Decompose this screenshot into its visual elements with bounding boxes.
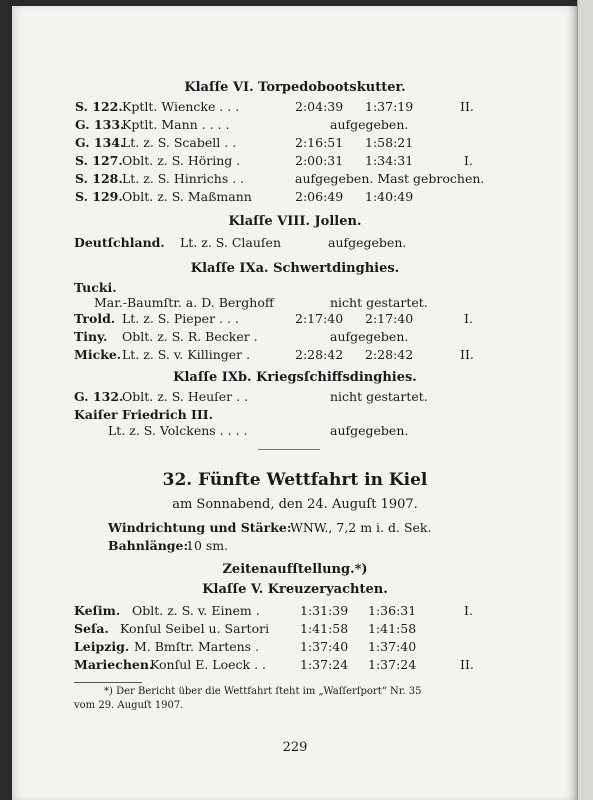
time-2: 1:37:19 xyxy=(365,99,414,114)
time-1: 1:41:58 xyxy=(300,621,349,636)
boat-name: Tucki. xyxy=(74,280,117,295)
status: nicht gestartet. xyxy=(330,295,428,310)
skipper: Kptlt. Wiencke . . . xyxy=(122,99,240,114)
class-viii-heading: Klaſſe VIII. Jollen. xyxy=(228,214,362,229)
footnote-line-1: *) Der Bericht über die Wettfahrt ſteht im „Waſſerſport“ Nr. 35 xyxy=(104,686,422,697)
place: II. xyxy=(460,99,474,114)
wind-value: WNW., 7,2 m i. d. Sek. xyxy=(290,520,432,535)
time-1: 2:16:51 xyxy=(295,135,344,150)
skipper: Lt. z. S. Volckens . . . . xyxy=(108,423,248,438)
time-1: 1:31:39 xyxy=(300,603,349,618)
place: II. xyxy=(460,657,474,672)
table-row xyxy=(12,638,578,656)
class-ixa-heading: Klaſſe IXa. Schwertdinghies. xyxy=(190,261,400,276)
table-row xyxy=(12,388,578,406)
boat-name: Trold. xyxy=(74,311,116,326)
boat-name: Kaiſer Friedrich III. xyxy=(74,407,213,422)
boat-name: Micke. xyxy=(74,347,122,362)
length-line xyxy=(12,537,578,555)
footnote-line-2: vom 29. Auguſt 1907. xyxy=(74,700,184,711)
time-1: 1:37:24 xyxy=(300,657,349,672)
time-1: 2:00:31 xyxy=(295,153,344,168)
place: I. xyxy=(464,153,473,168)
status: aufgegeben. xyxy=(330,423,409,438)
skipper: Kptlt. Mann . . . . xyxy=(122,117,230,132)
book-page xyxy=(12,6,578,800)
time-1: 2:04:39 xyxy=(295,99,344,114)
boat-name: G. 133. xyxy=(75,117,125,132)
time-1: 2:17:40 xyxy=(295,311,344,326)
time-2: 1:58:21 xyxy=(365,135,414,150)
boat-name: S. 122. xyxy=(75,99,123,114)
skipper: Lt. z. S. Hinrichs . . xyxy=(122,171,245,186)
boat-name: Leipzig. xyxy=(74,639,130,654)
skipper: Oblt. z. S. R. Becker . xyxy=(122,329,258,344)
table-row xyxy=(12,234,578,252)
boat-name: G. 134. xyxy=(75,135,125,150)
skipper: Oblt. z. S. Höring . xyxy=(122,153,241,168)
skipper: Konſul E. Loeck . . xyxy=(150,657,266,672)
skipper: Lt. z. S. Clauſen xyxy=(180,235,282,250)
table-row xyxy=(12,602,578,620)
status: aufgegeben. Mast gebrochen. xyxy=(295,171,485,186)
time-2: 1:41:58 xyxy=(368,621,417,636)
boat-name: Mariechen. xyxy=(74,657,154,672)
length-value: 10 sm. xyxy=(186,538,229,553)
skipper: Lt. z. S. Pieper . . . xyxy=(122,311,239,326)
footnote-rule xyxy=(74,682,142,683)
class-ixb-heading: Klaſſe IXb. Kriegsſchiffsdinghies. xyxy=(173,370,417,385)
time-1: 2:06:49 xyxy=(295,189,344,204)
wind-line xyxy=(12,519,578,537)
table-row xyxy=(12,422,578,440)
status: aufgegeben. xyxy=(330,117,409,132)
table-row xyxy=(12,328,578,346)
place: I. xyxy=(464,311,473,326)
place: I. xyxy=(464,603,473,618)
skipper: Oblt. z. S. Heuſer . . xyxy=(122,389,249,404)
status: aufgegeben. xyxy=(328,235,407,250)
wind-label: Windrichtung und Stärke: xyxy=(108,520,292,535)
boat-name: S. 127. xyxy=(75,153,123,168)
skipper: Lt. z. S. Scabell . . xyxy=(122,135,237,150)
skipper: Oblt. z. S. Maßmann xyxy=(122,189,252,204)
place: II. xyxy=(460,347,474,362)
table-row xyxy=(12,188,578,206)
time-2: 1:37:40 xyxy=(368,639,417,654)
times-heading: Zeitenaufſtellung.*) xyxy=(222,562,368,577)
page-number: 229 xyxy=(282,740,308,755)
table-row xyxy=(12,346,578,364)
class-v-heading: Klaſſe V. Kreuzeryachten. xyxy=(202,582,388,597)
boat-name: Tiny. xyxy=(74,329,108,344)
table-row xyxy=(12,310,578,328)
skipper: Mar.-Baumſtr. a. D. Berghoff xyxy=(94,295,274,310)
boat-name: Seſa. xyxy=(74,621,109,636)
time-1: 2:28:42 xyxy=(295,347,344,362)
separator-rule xyxy=(258,449,320,450)
time-2: 1:34:31 xyxy=(365,153,414,168)
table-row xyxy=(12,134,578,152)
boat-name: G. 132. xyxy=(74,389,124,404)
time-2: 2:28:42 xyxy=(365,347,414,362)
table-row xyxy=(12,656,578,674)
boat-name: S. 128. xyxy=(75,171,123,186)
table-row xyxy=(12,98,578,116)
class-vi-heading: Klaſſe VI. Torpedobootskutter. xyxy=(184,80,406,95)
skipper: Lt. z. S. v. Killinger . xyxy=(122,347,251,362)
time-2: 1:36:31 xyxy=(368,603,417,618)
race-title: 32. Fünfte Wettfahrt in Kiel xyxy=(162,470,428,490)
skipper: Konſul Seibel u. Sartori xyxy=(120,621,270,636)
boat-name: Keſim. xyxy=(74,603,121,618)
book-edge xyxy=(577,0,593,800)
status: nicht gestartet. xyxy=(330,389,428,404)
skipper: M. Bmſtr. Martens . xyxy=(134,639,260,654)
time-2: 1:37:24 xyxy=(368,657,417,672)
table-row xyxy=(12,170,578,188)
boat-name: Deutſchland. xyxy=(74,235,165,250)
table-row xyxy=(12,116,578,134)
race-date: am Sonnabend, den 24. Auguſt 1907. xyxy=(172,497,418,512)
time-2: 1:40:49 xyxy=(365,189,414,204)
table-row xyxy=(12,152,578,170)
length-label: Bahnlänge: xyxy=(108,538,189,553)
status: aufgegeben. xyxy=(330,329,409,344)
time-1: 1:37:40 xyxy=(300,639,349,654)
time-2: 2:17:40 xyxy=(365,311,414,326)
boat-name: S. 129. xyxy=(75,189,123,204)
skipper: Oblt. z. S. v. Einem . xyxy=(132,603,260,618)
table-row xyxy=(12,620,578,638)
